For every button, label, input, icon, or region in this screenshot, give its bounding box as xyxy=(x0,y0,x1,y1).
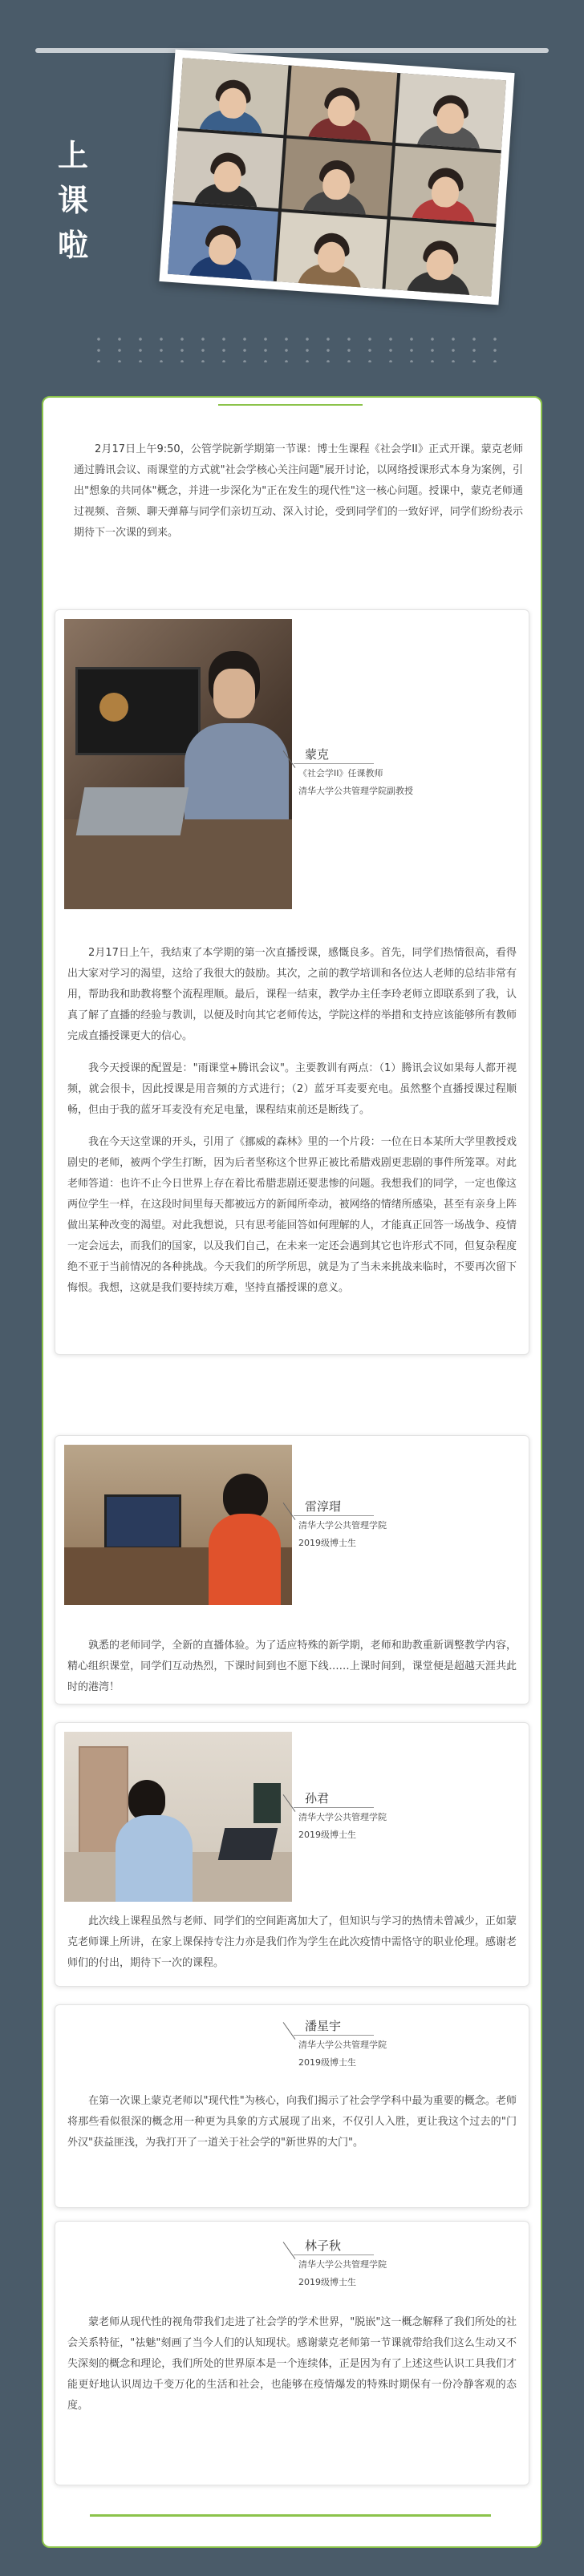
person-mengke xyxy=(298,746,413,799)
quote-paragraph: 2月17日上午，我结束了本学期的第一次直播授课，感慨良多。首先，同学们热情很高，看得出大家对学习的渴望，这给了我很大的鼓励。其次，之前的教学培训和各位达人老师的总结非常有用，帮助我和助教将整个流程理顺。最后，课程一结束，教学办主任李玲老师立即联系到了我，认真了解了直播的经验与教训，以便及时向其它老师传达，学院这样的举措和支持应该能够所有教师完成直播授课更大的信心。 xyxy=(67,947,517,1042)
video-tile xyxy=(178,58,289,135)
person-role: 《社会学II》任课教师 xyxy=(298,768,383,778)
quote-paragraph: 蒙老师从现代性的视角带我们走进了社会学的学术世界，"脱嵌"这一概念解释了我们所处的社会关系特征，"祛魅"刻画了当今人们的认知现状。感谢蒙克老师第一节课就带给我们这么生动又不失深刻的概念和理论，我们所处的世界原本是一个连续体，正是因为有了上述这些认识工具我们才能更好地认识周边千变万化的生活和社会，也能够在疫情爆发的特殊时期保有一份冷静客观的态度。 xyxy=(67,2316,517,2412)
person-school: 清华大学公共管理学院 xyxy=(298,2040,387,2050)
video-tile xyxy=(168,204,278,281)
person-title: 清华大学公共管理学院副教授 xyxy=(298,786,413,796)
top-divider xyxy=(35,48,549,53)
quote-paragraph: 孰悉的老师同学，全新的直播体验。为了适应特殊的新学期，老师和助教重新调整教学内容，精心组织课堂，同学们互动热烈，下课时间到也不愿下线……上课时间到，课堂便是超越天涯共此时的港湾！ xyxy=(67,1640,517,1693)
video-tile xyxy=(277,212,387,289)
person-grade: 2019级博士生 xyxy=(298,1830,356,1840)
decorative-dots xyxy=(88,334,505,362)
video-tile xyxy=(282,139,392,216)
person-linziqiu xyxy=(298,2237,387,2291)
teacher-photo xyxy=(64,619,292,909)
quote-paragraph: 在第一次课上蒙克老师以"现代性"为核心，向我们揭示了社会学学科中最为重要的概念。老师将那些看似很深的概念用一种更为具象的方式展现了出来，不仅引人入胜，更让我这个过去的"门外汉"获益匪浅，为我打开了一道关于社会学的"新世界的大门"。 xyxy=(67,2095,517,2149)
video-call-photo xyxy=(159,50,514,305)
video-grid xyxy=(168,58,506,297)
student-photo xyxy=(64,1732,292,1902)
quote-paragraph: 我今天授课的配置是："雨课堂+腾讯会议"。主要教训有两点：（1）腾讯会议如果每人都开视频，就会很卡，因此授课是用音频的方式进行；（2）蓝牙耳麦要充电。虽然整个直播授课过程顺畅，但由于我的蓝牙耳麦没有充足电量，课程结束前还是断线了。 xyxy=(67,1062,517,1116)
person-name: 潘星宇 xyxy=(305,2019,342,2033)
video-tile xyxy=(395,73,506,150)
video-tile xyxy=(172,131,283,208)
title-char: 啦 xyxy=(57,228,90,263)
intro-paragraph: 2月17日上午9:50，公管学院新学期第一节课：博士生课程《社会学II》正式开课。蒙克老师通过腾讯会议、雨课堂的方式就"社会学核心关注问题"展开讨论，以网络授课形式本身为案例，引出"想象的共同体"概念，并进一步深化为"正在发生的现代性"这一核心问题。授课中，蒙克老师通过视频、音频、聊天弹幕与同学们亲切互动、深入讨论，受到同学们的一致好评，同学们纷纷表示期待下一次课的到来。 xyxy=(74,443,523,539)
card-top-accent xyxy=(218,404,363,406)
video-tile xyxy=(391,146,501,223)
quote-paragraph: 此次线上课程虽然与老师、同学们的空间距离加大了，但知识与学习的热情未曾减少，正如蒙克老师课上所讲，在家上课保持专注力亦是我们作为学生在此次疫情中需恪守的职业伦理。感谢老师们的付出，期待下一次的课程。 xyxy=(67,1915,517,1969)
banner-title xyxy=(50,133,98,268)
title-char: 课 xyxy=(57,183,90,218)
person-name: 雷淳瑁 xyxy=(305,1499,342,1514)
person-sunjun xyxy=(298,1789,387,1843)
person-name: 孙君 xyxy=(305,1791,330,1806)
person-school: 清华大学公共管理学院 xyxy=(298,2259,387,2270)
title-char: 上 xyxy=(57,138,90,173)
video-tile xyxy=(385,219,496,296)
video-tile xyxy=(286,66,397,143)
person-grade: 2019级博士生 xyxy=(298,2057,356,2068)
person-grade: 2019级博士生 xyxy=(298,1538,356,1548)
person-grade: 2019级博士生 xyxy=(298,2277,356,2287)
person-panxingyu xyxy=(298,2017,387,2071)
person-name: 林子秋 xyxy=(305,2238,342,2253)
person-school: 清华大学公共管理学院 xyxy=(298,1520,387,1531)
person-name: 蒙克 xyxy=(305,747,330,762)
person-school: 清华大学公共管理学院 xyxy=(298,1812,387,1822)
student-photo xyxy=(64,1445,292,1605)
person-leichunmao xyxy=(298,1498,387,1551)
bottom-accent-line xyxy=(90,2514,491,2517)
quote-paragraph: 我在今天这堂课的开头，引用了《挪威的森林》里的一个片段：一位在日本某所大学里教授戏剧史的老师，被两个学生打断，因为后者坚称这个世界正被比希腊戏剧更悲剧的事件所笼罩。对此老师答道：也许不止今日世界上存在着比希腊悲剧还要悲惨的问题。我想我们的同学，一定也像这两位学生一样，在这段时间里每天都被远方的新闻所牵动，被网络的情绪所感染，甚至有亲身上阵做出某种改变的渴望。对此我想说，只有思考能回答如何理解的人，才能真正回答一场战争、疫情一定会远去，而我们的国家，以及我们自己，在未来一定还会遇到其它也许形式不同，但复杂程度绝不亚于当前情况的各种挑战。今天我们的所学所思，就是为了当未来挑战来临时，不要再次留下悔恨。我想，这就是我们要持续万难，坚持直播授课的意义。 xyxy=(67,1136,517,1294)
